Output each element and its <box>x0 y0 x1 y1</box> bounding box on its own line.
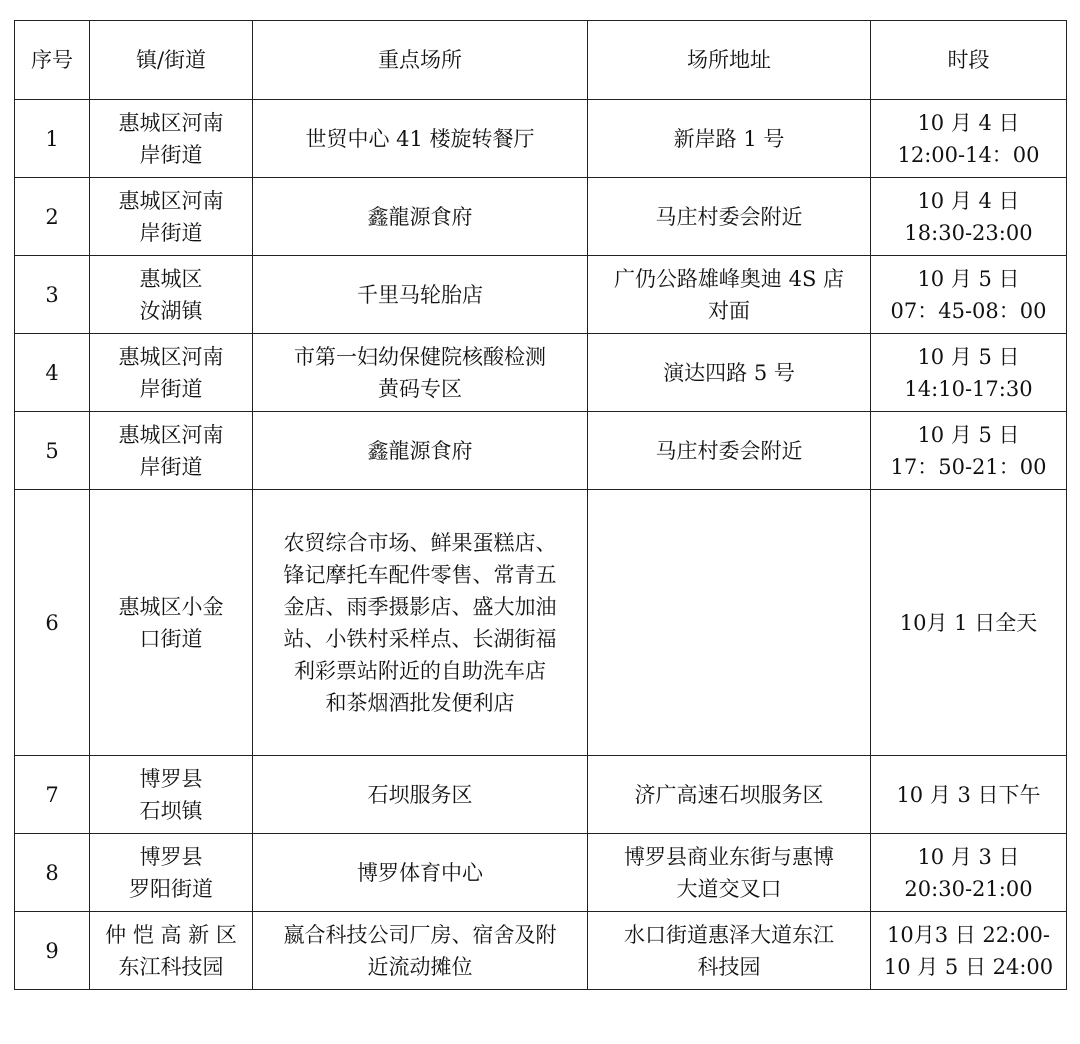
header-serial-number: 序号 <box>15 21 90 100</box>
table-row <box>15 256 1067 334</box>
cell-line: 博罗县商业东街与惠博 <box>624 844 834 869</box>
cell-line: 10 月 3 日 <box>917 844 1020 869</box>
cell-venue-address <box>588 490 871 756</box>
cell-line: 岸街道 <box>139 454 203 479</box>
cell-line: 惠城区 <box>139 266 203 291</box>
key-venues-table <box>14 20 1067 990</box>
cell-key-venue <box>253 490 588 756</box>
table-row <box>15 756 1067 834</box>
cell-town-street <box>90 490 253 756</box>
cell-key-venue <box>253 100 588 178</box>
cell-town-street <box>90 100 253 178</box>
cell-line: 惠城区小金 <box>118 594 224 619</box>
cell-venue-address <box>588 256 871 334</box>
table-row <box>15 334 1067 412</box>
cell-line: 广仍公路雄峰奥迪 4S 店 <box>613 266 845 291</box>
cell-line: 07：45-08：00 <box>890 298 1047 323</box>
cell-serial-number: 9 <box>15 912 90 990</box>
cell-venue-address <box>588 912 871 990</box>
table-header-row <box>15 21 1067 100</box>
cell-line: 和茶烟酒批发便利店 <box>325 690 515 715</box>
cell-key-venue <box>253 412 588 490</box>
cell-time-period <box>871 334 1067 412</box>
cell-line: 科技园 <box>697 954 761 979</box>
cell-time-period <box>871 490 1067 756</box>
cell-serial-number: 5 <box>15 412 90 490</box>
cell-serial-number: 4 <box>15 334 90 412</box>
cell-venue-address <box>588 100 871 178</box>
cell-line: 汝湖镇 <box>139 298 203 323</box>
cell-line: 对面 <box>708 298 750 323</box>
table-row <box>15 412 1067 490</box>
cell-line: 10 月 5 日 <box>917 266 1020 291</box>
cell-venue-address <box>588 178 871 256</box>
cell-line: 世贸中心 41 楼旋转餐厅 <box>305 126 535 151</box>
cell-line: 水口街道惠泽大道东江 <box>624 922 834 947</box>
cell-line: 市第一妇幼保健院核酸检测 <box>294 344 546 369</box>
cell-line: 罗阳街道 <box>129 876 213 901</box>
cell-town-street <box>90 334 253 412</box>
cell-line: 东江科技园 <box>118 954 224 979</box>
cell-line: 鑫龍源食府 <box>367 438 473 463</box>
table-row <box>15 100 1067 178</box>
cell-line: 新岸路 1 号 <box>673 126 785 151</box>
cell-line: 10 月 3 日下午 <box>896 782 1041 807</box>
cell-venue-address <box>588 756 871 834</box>
cell-line: 岸街道 <box>139 376 203 401</box>
cell-line: 金店、雨季摄影店、盛大加油 <box>283 594 557 619</box>
cell-line: 站、小铁村采样点、长湖街福 <box>283 626 557 651</box>
cell-line: 博罗体育中心 <box>357 860 483 885</box>
header-town-street: 镇/街道 <box>90 21 253 100</box>
cell-line: 仲 恺 高 新 区 <box>105 922 237 947</box>
cell-serial-number: 8 <box>15 834 90 912</box>
cell-town-street <box>90 256 253 334</box>
cell-venue-address <box>588 834 871 912</box>
header-venue-address: 场所地址 <box>588 21 871 100</box>
cell-serial-number: 6 <box>15 490 90 756</box>
cell-line: 演达四路 5 号 <box>663 360 795 385</box>
cell-line: 岸街道 <box>139 142 203 167</box>
cell-line: 千里马轮胎店 <box>357 282 483 307</box>
cell-time-period <box>871 100 1067 178</box>
cell-line: 大道交叉口 <box>676 876 782 901</box>
cell-line: 12:00-14：00 <box>897 142 1040 167</box>
cell-key-venue <box>253 756 588 834</box>
cell-line: 10月3 日 22:00- <box>886 922 1051 947</box>
cell-key-venue <box>253 834 588 912</box>
cell-line: 惠城区河南 <box>118 110 224 135</box>
cell-time-period <box>871 412 1067 490</box>
cell-line: 10 月 4 日 <box>917 188 1020 213</box>
cell-line: 10 月 4 日 <box>917 110 1020 135</box>
cell-town-street <box>90 412 253 490</box>
cell-venue-address <box>588 334 871 412</box>
cell-line: 14:10-17:30 <box>904 376 1033 401</box>
cell-line: 石坝服务区 <box>367 782 473 807</box>
cell-time-period <box>871 912 1067 990</box>
table-row <box>15 912 1067 990</box>
cell-line: 20:30-21:00 <box>904 876 1033 901</box>
cell-line: 18:30-23:00 <box>904 220 1033 245</box>
cell-time-period <box>871 256 1067 334</box>
cell-serial-number: 1 <box>15 100 90 178</box>
cell-line: 17：50-21：00 <box>890 454 1047 479</box>
cell-line: 博罗县 <box>139 766 203 791</box>
header-key-venue: 重点场所 <box>253 21 588 100</box>
table-row <box>15 178 1067 256</box>
cell-line: 岸街道 <box>139 220 203 245</box>
cell-serial-number: 2 <box>15 178 90 256</box>
cell-town-street <box>90 834 253 912</box>
table-row <box>15 490 1067 756</box>
cell-key-venue <box>253 334 588 412</box>
cell-line: 近流动摊位 <box>367 954 473 979</box>
cell-line: 10 月 5 日 24:00 <box>883 954 1054 979</box>
cell-line: 惠城区河南 <box>118 344 224 369</box>
cell-line: 农贸综合市场、鲜果蛋糕店、 <box>283 530 557 555</box>
header-time-period: 时段 <box>871 21 1067 100</box>
cell-line: 锋记摩托车配件零售、常青五 <box>283 562 557 587</box>
cell-key-venue <box>253 256 588 334</box>
cell-line: 10 月 5 日 <box>917 422 1020 447</box>
table-row <box>15 834 1067 912</box>
cell-line: 惠城区河南 <box>118 188 224 213</box>
cell-key-venue <box>253 912 588 990</box>
cell-line: 石坝镇 <box>139 798 203 823</box>
cell-town-street <box>90 756 253 834</box>
cell-time-period <box>871 834 1067 912</box>
cell-line: 济广高速石坝服务区 <box>634 782 824 807</box>
cell-key-venue <box>253 178 588 256</box>
cell-line: 鑫龍源食府 <box>367 204 473 229</box>
cell-line: 博罗县 <box>139 844 203 869</box>
cell-line: 利彩票站附近的自助洗车店 <box>294 658 546 683</box>
cell-line: 嬴合科技公司厂房、宿舍及附 <box>283 922 557 947</box>
cell-line: 马庄村委会附近 <box>655 204 803 229</box>
cell-line: 黄码专区 <box>378 376 462 401</box>
cell-line: 惠城区河南 <box>118 422 224 447</box>
cell-time-period <box>871 178 1067 256</box>
cell-line: 马庄村委会附近 <box>655 438 803 463</box>
cell-serial-number: 7 <box>15 756 90 834</box>
cell-line: 口街道 <box>139 626 203 651</box>
cell-town-street <box>90 178 253 256</box>
cell-serial-number: 3 <box>15 256 90 334</box>
cell-line: 10月 1 日全天 <box>899 610 1038 635</box>
cell-line: 10 月 5 日 <box>917 344 1020 369</box>
cell-venue-address <box>588 412 871 490</box>
cell-town-street <box>90 912 253 990</box>
cell-time-period <box>871 756 1067 834</box>
